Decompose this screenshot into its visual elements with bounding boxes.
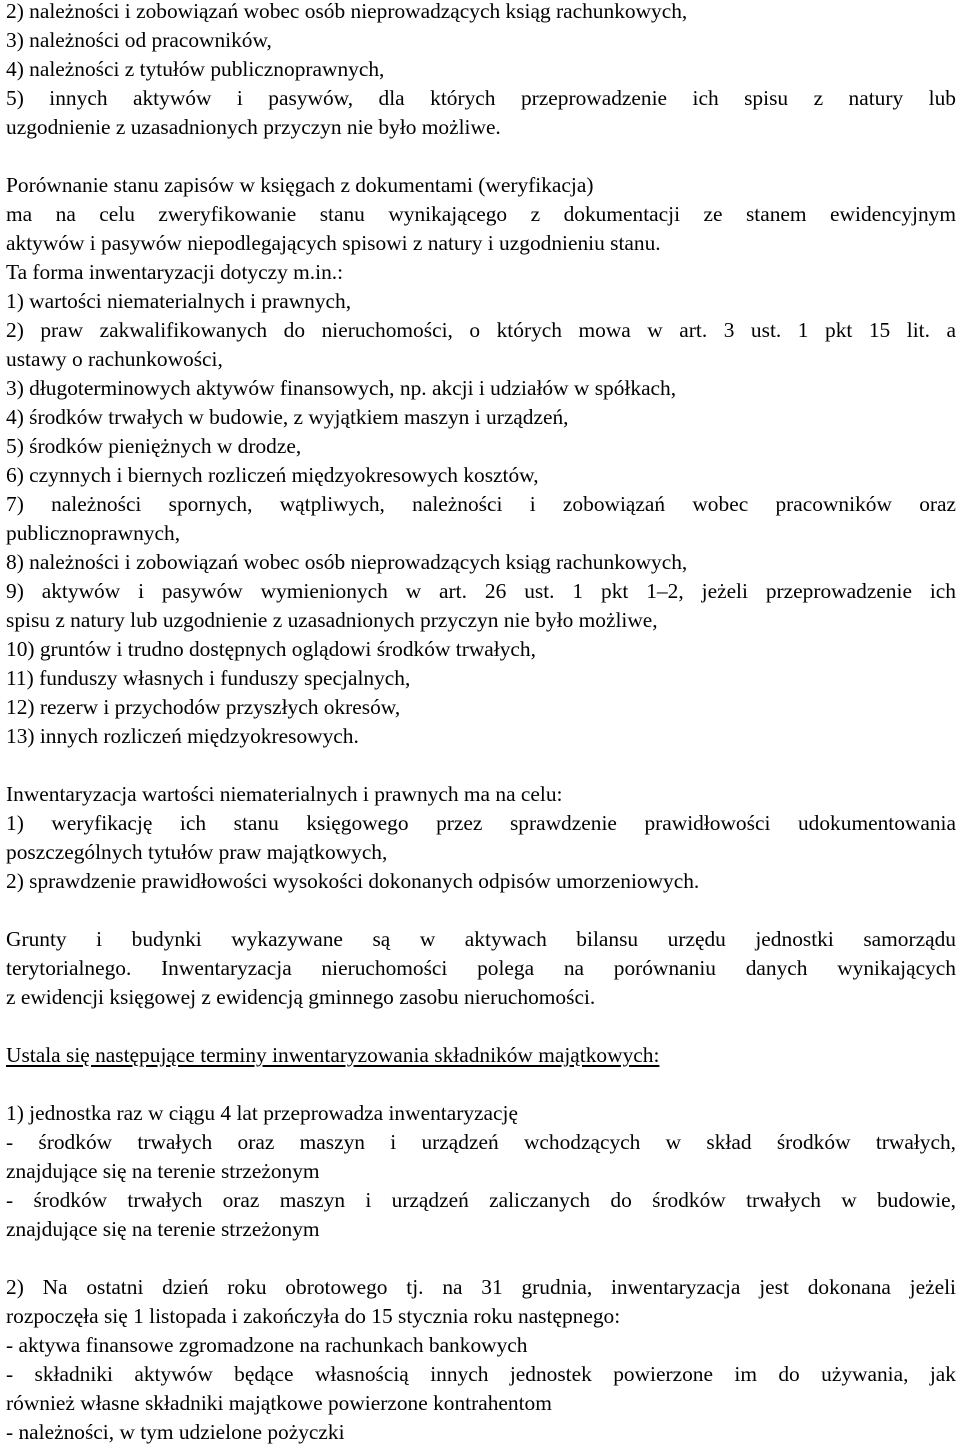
text-line: Grunty i budynki wykazywane są w aktywach bilansu urzędu jednostki samorządu bbox=[6, 927, 956, 951]
text-line: - składniki aktywów będące własnością innych jednostek powierzone im do używania, jak bbox=[6, 1362, 956, 1386]
paragraph-gap bbox=[6, 896, 956, 925]
text-line: 2) należności i zobowiązań wobec osób nieprowadzących ksiąg rachunkowych, bbox=[6, 0, 688, 23]
text-line: Porównanie stanu zapisów w księgach z dokumentami (weryfikacja) bbox=[6, 173, 594, 197]
text-line: rozpoczęła się 1 listopada i zakończyła do 15 stycznia roku następnego: bbox=[6, 1304, 621, 1328]
text-line: 6) czynnych i biernych rozliczeń międzyokresowych kosztów, bbox=[6, 463, 539, 487]
text-line: 4) należności z tytułów publicznoprawnych, bbox=[6, 57, 385, 81]
text-line: 2) Na ostatni dzień roku obrotowego tj. na 31 grudnia, inwentaryzacja jest dokonana jeżeli bbox=[6, 1275, 956, 1299]
text-line: uzgodnienie z uzasadnionych przyczyn nie było możliwe. bbox=[6, 115, 501, 139]
text-line: 4) środków trwałych w budowie, z wyjątkiem maszyn i urządzeń, bbox=[6, 405, 569, 429]
text-line: z ewidencji księgowej z ewidencją gminnego zasobu nieruchomości. bbox=[6, 985, 596, 1009]
text-line: 11) funduszy własnych i funduszy specjalnych, bbox=[6, 666, 411, 690]
text-line: znajdujące się na terenie strzeżonym bbox=[6, 1159, 320, 1183]
text-line: - środków trwałych oraz maszyn i urządzeń zaliczanych do środków trwałych w budowie, bbox=[6, 1188, 956, 1212]
document-page bbox=[6, 0, 956, 1447]
text-line: 1) weryfikację ich stanu księgowego przez sprawdzenie prawidłowości udokumentowania bbox=[6, 811, 956, 835]
text-line: publicznoprawnych, bbox=[6, 521, 181, 545]
paragraph-gap bbox=[6, 142, 956, 171]
text-line: 2) praw zakwalifikowanych do nieruchomości, o których mowa w art. 3 ust. 1 pkt 15 lit. a bbox=[6, 318, 956, 342]
text-line: również własne składniki majątkowe powierzone kontrahentom bbox=[6, 1391, 552, 1415]
text-line: 5) środków pieniężnych w drodze, bbox=[6, 434, 302, 458]
text-line: 12) rezerw i przychodów przyszłych okresów, bbox=[6, 695, 401, 719]
text-line: 8) należności i zobowiązań wobec osób nieprowadzących ksiąg rachunkowych, bbox=[6, 550, 688, 574]
text-line: 3) długoterminowych aktywów finansowych, np. akcji i udziałów w spółkach, bbox=[6, 376, 677, 400]
text-line: spisu z natury lub uzgodnienie z uzasadnionych przyczyn nie było możliwe, bbox=[6, 608, 658, 632]
text-line: - należności, w tym udzielone pożyczki bbox=[6, 1420, 345, 1444]
paragraph-gap bbox=[6, 1244, 956, 1273]
text-line: terytorialnego. Inwentaryzacja nieruchomości polega na porównaniu danych wynikających bbox=[6, 956, 956, 980]
text-line: Inwentaryzacja wartości niematerialnych i prawnych ma na celu: bbox=[6, 782, 563, 806]
section-heading: Ustala się następujące terminy inwentaryzowania składników majątkowych: bbox=[6, 1043, 660, 1067]
text-line: 1) wartości niematerialnych i prawnych, bbox=[6, 289, 352, 313]
text-line: 10) gruntów i trudno dostępnych oglądowi środków trwałych, bbox=[6, 637, 536, 661]
text-line: znajdujące się na terenie strzeżonym bbox=[6, 1217, 320, 1241]
text-line: 7) należności spornych, wątpliwych, należności i zobowiązań wobec pracowników oraz bbox=[6, 492, 956, 516]
text-line: aktywów i pasywów niepodlegających spisowi z natury i uzgodnieniu stanu. bbox=[6, 231, 661, 255]
text-line: 13) innych rozliczeń międzyokresowych. bbox=[6, 724, 359, 748]
text-line: ma na celu zweryfikowanie stanu wynikającego z dokumentacji ze stanem ewidencyjnym bbox=[6, 202, 956, 226]
text-line: 5) innych aktywów i pasywów, dla których przeprowadzenie ich spisu z natury lub bbox=[6, 86, 956, 110]
text-line: ustawy o rachunkowości, bbox=[6, 347, 223, 371]
text-line: 2) sprawdzenie prawidłowości wysokości dokonanych odpisów umorzeniowych. bbox=[6, 869, 700, 893]
text-line: 9) aktywów i pasywów wymienionych w art. 26 ust. 1 pkt 1–2, jeżeli przeprowadzenie ich bbox=[6, 579, 956, 603]
paragraph-gap bbox=[6, 751, 956, 780]
text-line: - środków trwałych oraz maszyn i urządzeń wchodzących w skład środków trwałych, bbox=[6, 1130, 956, 1154]
text-line: Ta forma inwentaryzacji dotyczy m.in.: bbox=[6, 260, 344, 284]
text-line: 1) jednostka raz w ciągu 4 lat przeprowadza inwentaryzację bbox=[6, 1101, 518, 1125]
text-line: - aktywa finansowe zgromadzone na rachunkach bankowych bbox=[6, 1333, 528, 1357]
text-line: poszczególnych tytułów praw majątkowych, bbox=[6, 840, 388, 864]
paragraph-gap bbox=[6, 1012, 956, 1041]
paragraph-gap bbox=[6, 1070, 956, 1099]
text-line: 3) należności od pracowników, bbox=[6, 28, 272, 52]
